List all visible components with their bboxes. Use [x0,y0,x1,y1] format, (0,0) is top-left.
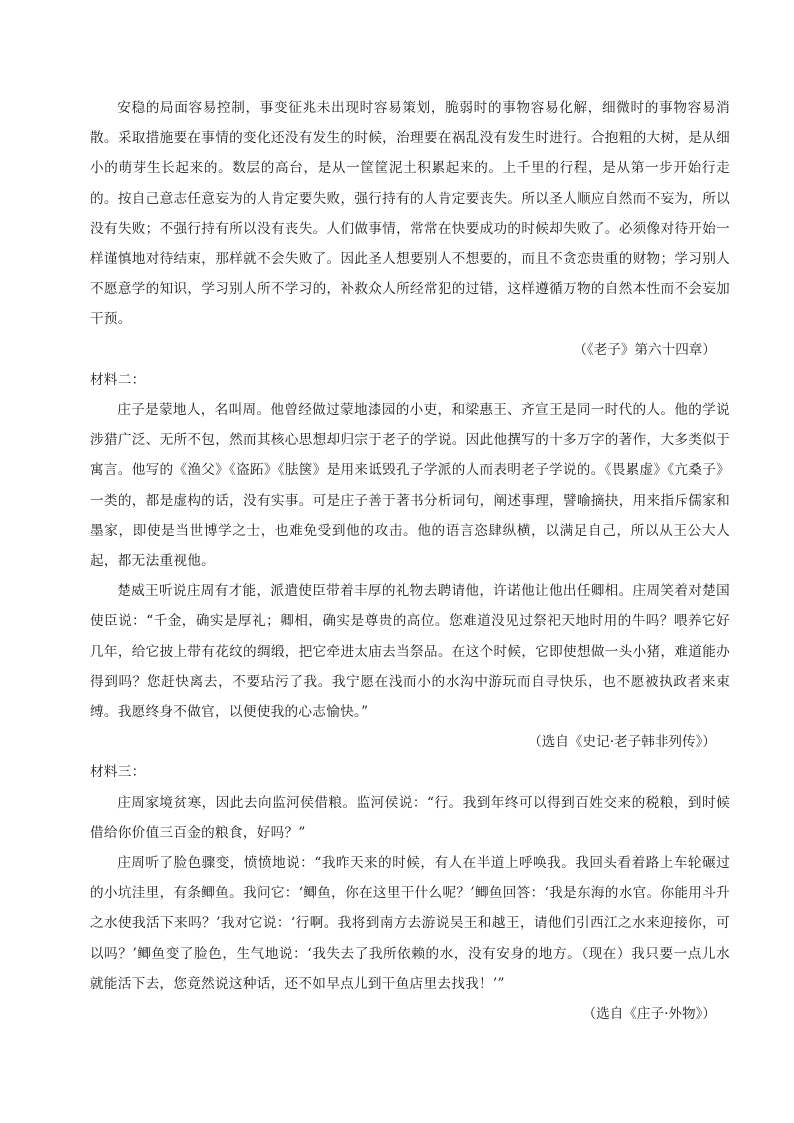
chu-king-invitation-paragraph: 楚威王听说庄周有才能，派遣使臣带着丰厚的礼物去聘请他，许诺他让他出任卿相。庄周笑着对楚国使臣说：“千金，确实是厚礼；卿相，确实是尊贵的高位。您难道没见过祭祀天地时用的牛吗？喂养它好几年，给它披上带有花纹的绸缎，把它牵进太庙去当祭品。在这个时候，它即使想做一头小猪，难道能办得到吗？您赶快离去，不要玷污了我。我宁愿在浅而小的水沟中游玩而自寻快乐，也不愿被执政者来束缚。我愿终身不做官，以便使我的心志愉快。” [90,583,730,721]
material-three-heading: 材料三： [90,764,146,781]
laozi-source-citation: （《老子》第六十四章） [573,341,716,358]
borrowing-grain-paragraph: 庄周家境贫寒，因此去向监河侯借粮。监河侯说：“行。我到年终可以得到百姓交来的税粮，到时候借给你价值三百金的粮食，好吗？” [90,794,730,841]
laozi-translation-paragraph: 安稳的局面容易控制，事变征兆未出现时容易策划，脆弱时的事物容易化解，细微时的事物容易消散。采取措施要在事情的变化还没有发生的时候，治理要在祸乱没有发生时进行。合抱粗的大树，是从细小的萌芽生长起来的。数层的高台，是从一筐筐泥土积累起来的。上千里的行程，是从第一步开始行走的。按自己意志任意妄为的人肯定要失败，强行持有的人肯定要丧失。所以圣人顺应自然而不妄为，所以没有失败；不强行持有所以没有丧失。人们做事情，常常在快要成功的时候却失败了。必须像对待开始一样谨慎地对待结束，那样就不会失败了。因此圣人想要别人不想要的，而且不贪恋贵重的财物；学习别人不愿意学的知识，学习别人所不学习的，补救众人所经常犯的过错，这样遵循万物的自然本性而不会妄加干预。 [90,100,730,328]
zhuangzi-waiwu-source-citation: （选自《庄子·外物》） [582,1006,716,1023]
zhuangzi-biography-paragraph: 庄子是蒙地人，名叫周。他曾经做过蒙地漆园的小吏，和梁惠王、齐宣王是同一时代的人。他的学说涉猎广泛、无所不包，然而其核心思想却归宗于老子的学说。因此他撰写的十多万字的著作，大多类似于寓言。他写的《渔父》《盗跖》《胠箧》是用来诋毁孔子学派的人而表明老子学说的。《畏累虚》《亢桑子》一类的，都是虚构的话，没有实事。可是庄子善于著书分析词句，阐述事理，譬喻摘抉，用来指斥儒家和墨家，即使是当世博学之士，也难免受到他的攻击。他的语言恣肆纵横，以满足自己，所以从王公大人起，都无法重视他。 [90,402,730,570]
shiji-source-citation: （选自《史记·老子韩非列传》） [528,734,716,751]
carp-story-paragraph: 庄周听了脸色骤变，愤愤地说：“我昨天来的时候，有人在半道上呼唤我。我回头看着路上车轮碾过的小坑洼里，有条鲫鱼。我问它：‘鲫鱼，你在这里干什么呢？’鲫鱼回答：‘我是东海的水官。你能用斗升之水使我活下来吗？’我对它说：‘行啊。我将到南方去游说吴王和越王，请他们引西江之水来迎接你，可以吗？’鲫鱼变了脸色，生气地说：‘我失去了我所依赖的水，没有安身的地方。（现在）我只要一点儿水就能活下去，您竟然说这种话，还不如早点儿到干鱼店里去找我！’” [90,855,730,992]
document-body [90,93,730,1029]
material-two-heading: 材料二： [90,371,146,388]
